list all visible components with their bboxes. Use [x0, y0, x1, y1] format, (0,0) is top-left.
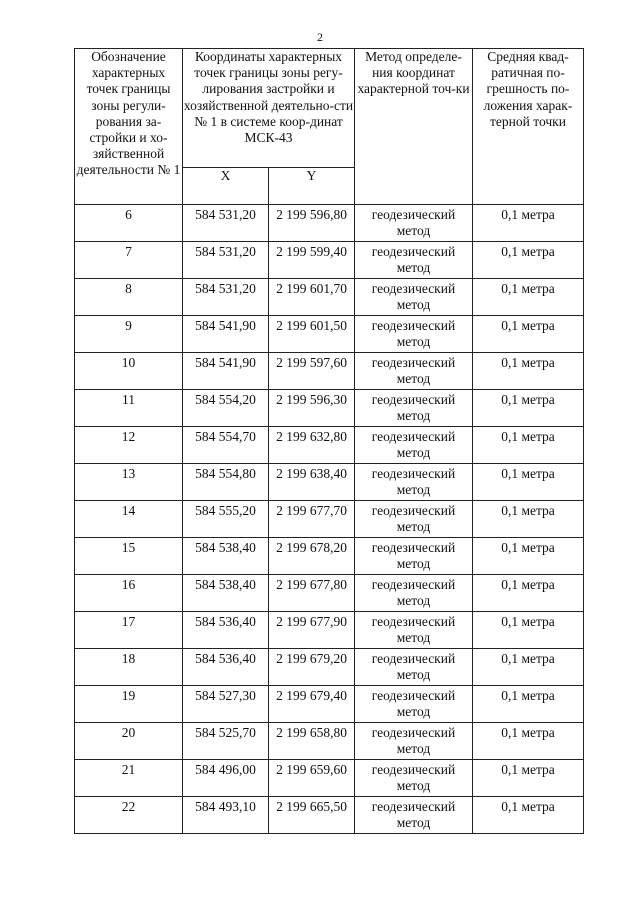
point-number-cell: 6 [75, 205, 183, 242]
error-cell: 0,1 метра [473, 760, 584, 797]
method-line-2: метод [396, 593, 431, 608]
method-line-2: метод [396, 482, 431, 497]
coord-x-cell: 584 525,70 [183, 723, 269, 760]
table-row [75, 316, 584, 353]
coord-x-cell: 584 555,20 [183, 501, 269, 538]
point-number-cell: 18 [75, 649, 183, 686]
table-header [75, 49, 584, 205]
table-row [75, 686, 584, 723]
point-number-cell: 7 [75, 242, 183, 279]
header-error: Средняя квад-ратичная по-грешность по-ложения харак-терной точки [473, 49, 584, 205]
coord-x-cell: 584 531,20 [183, 242, 269, 279]
coord-x-cell: 584 554,20 [183, 390, 269, 427]
coord-y-cell: 2 199 596,80 [269, 205, 355, 242]
method-line-2: метод [396, 815, 431, 830]
table-row [75, 797, 584, 834]
point-number-cell: 9 [75, 316, 183, 353]
method-line-1: геодезический [371, 688, 456, 703]
coord-y-cell: 2 199 677,70 [269, 501, 355, 538]
page-number: 2 [317, 30, 323, 44]
error-cell: 0,1 метра [473, 612, 584, 649]
error-cell: 0,1 метра [473, 242, 584, 279]
method-cell [355, 353, 473, 390]
header-point-designation: Обозначение характерных точек границы зоны регули-рования за-стройки и хо-зяйственной деятельности № 1 [75, 49, 183, 205]
point-number-cell: 12 [75, 427, 183, 464]
table-row [75, 205, 584, 242]
table-row [75, 464, 584, 501]
table-row [75, 723, 584, 760]
method-line-2: метод [396, 556, 431, 571]
coord-y-cell: 2 199 679,40 [269, 686, 355, 723]
point-number-cell: 19 [75, 686, 183, 723]
method-cell [355, 501, 473, 538]
coord-x-cell: 584 538,40 [183, 538, 269, 575]
table-row [75, 760, 584, 797]
coord-x-cell: 584 536,40 [183, 612, 269, 649]
method-line-1: геодезический [371, 614, 456, 629]
point-number-cell: 21 [75, 760, 183, 797]
method-line-1: геодезический [371, 355, 456, 370]
point-number-cell: 13 [75, 464, 183, 501]
method-cell [355, 575, 473, 612]
method-line-2: метод [396, 408, 431, 423]
method-cell [355, 612, 473, 649]
point-number-cell: 22 [75, 797, 183, 834]
coord-y-cell: 2 199 679,20 [269, 649, 355, 686]
error-cell: 0,1 метра [473, 649, 584, 686]
method-line-1: геодезический [371, 392, 456, 407]
method-line-1: геодезический [371, 540, 456, 555]
method-cell [355, 242, 473, 279]
error-cell: 0,1 метра [473, 205, 584, 242]
method-cell [355, 390, 473, 427]
error-cell: 0,1 метра [473, 316, 584, 353]
error-cell: 0,1 метра [473, 353, 584, 390]
method-line-1: геодезический [371, 281, 456, 296]
method-cell [355, 538, 473, 575]
method-cell [355, 723, 473, 760]
method-line-2: метод [396, 223, 431, 238]
method-line-1: геодезический [371, 466, 456, 481]
method-line-1: геодезический [371, 244, 456, 259]
error-cell: 0,1 метра [473, 427, 584, 464]
coord-y-cell: 2 199 601,50 [269, 316, 355, 353]
method-line-2: метод [396, 630, 431, 645]
method-line-1: геодезический [371, 799, 456, 814]
table-body [75, 205, 584, 834]
header-coordinates: Координаты характерных точек границы зоны регу-лирования застройки и хозяйственной деятельно-сти № 1 в системе коор-динат МСК-43 [183, 49, 355, 168]
method-cell [355, 686, 473, 723]
point-number-cell: 15 [75, 538, 183, 575]
method-line-1: геодезический [371, 207, 456, 222]
method-cell [355, 760, 473, 797]
method-cell [355, 316, 473, 353]
coord-x-cell: 584 536,40 [183, 649, 269, 686]
table-row [75, 501, 584, 538]
point-number-cell: 8 [75, 279, 183, 316]
coord-x-cell: 584 554,70 [183, 427, 269, 464]
method-line-1: геодезический [371, 577, 456, 592]
error-cell: 0,1 метра [473, 501, 584, 538]
error-cell: 0,1 метра [473, 464, 584, 501]
coord-y-cell: 2 199 599,40 [269, 242, 355, 279]
method-cell [355, 797, 473, 834]
method-line-1: геодезический [371, 429, 456, 444]
point-number-cell: 11 [75, 390, 183, 427]
coord-y-cell: 2 199 677,80 [269, 575, 355, 612]
point-number-cell: 16 [75, 575, 183, 612]
coord-x-cell: 584 541,90 [183, 353, 269, 390]
table-row [75, 279, 584, 316]
table-row [75, 242, 584, 279]
coord-y-cell: 2 199 638,40 [269, 464, 355, 501]
coord-x-cell: 584 554,80 [183, 464, 269, 501]
method-line-2: метод [396, 297, 431, 312]
table-row [75, 390, 584, 427]
coord-x-cell: 584 541,90 [183, 316, 269, 353]
method-cell [355, 427, 473, 464]
method-line-2: метод [396, 778, 431, 793]
coord-x-cell: 584 493,10 [183, 797, 269, 834]
method-line-2: метод [396, 519, 431, 534]
coord-y-cell: 2 199 601,70 [269, 279, 355, 316]
error-cell: 0,1 метра [473, 797, 584, 834]
method-line-2: метод [396, 371, 431, 386]
coord-x-cell: 584 496,00 [183, 760, 269, 797]
point-number-cell: 10 [75, 353, 183, 390]
coord-x-cell: 584 531,20 [183, 205, 269, 242]
coord-x-cell: 584 538,40 [183, 575, 269, 612]
table-row [75, 575, 584, 612]
error-cell: 0,1 метра [473, 723, 584, 760]
coordinates-table [74, 48, 584, 834]
method-line-2: метод [396, 667, 431, 682]
method-line-1: геодезический [371, 318, 456, 333]
table-row [75, 649, 584, 686]
header-y: Y [269, 168, 355, 205]
method-line-1: геодезический [371, 651, 456, 666]
method-line-1: геодезический [371, 503, 456, 518]
table-row [75, 353, 584, 390]
point-number-cell: 14 [75, 501, 183, 538]
coord-y-cell: 2 199 659,60 [269, 760, 355, 797]
method-line-2: метод [396, 445, 431, 460]
table-row [75, 427, 584, 464]
method-line-2: метод [396, 260, 431, 275]
coord-y-cell: 2 199 658,80 [269, 723, 355, 760]
coord-y-cell: 2 199 597,60 [269, 353, 355, 390]
method-line-2: метод [396, 334, 431, 349]
coord-x-cell: 584 527,30 [183, 686, 269, 723]
coord-y-cell: 2 199 677,90 [269, 612, 355, 649]
point-number-cell: 17 [75, 612, 183, 649]
header-method: Метод определе-ния координат характерной точ-ки [355, 49, 473, 205]
method-line-1: геодезический [371, 725, 456, 740]
error-cell: 0,1 метра [473, 390, 584, 427]
method-line-2: метод [396, 741, 431, 756]
method-cell [355, 205, 473, 242]
error-cell: 0,1 метра [473, 686, 584, 723]
method-line-2: метод [396, 704, 431, 719]
coord-y-cell: 2 199 678,20 [269, 538, 355, 575]
table-row [75, 538, 584, 575]
header-x: X [183, 168, 269, 205]
coord-y-cell: 2 199 596,30 [269, 390, 355, 427]
coord-y-cell: 2 199 665,50 [269, 797, 355, 834]
table-row [75, 612, 584, 649]
error-cell: 0,1 метра [473, 279, 584, 316]
coord-x-cell: 584 531,20 [183, 279, 269, 316]
error-cell: 0,1 метра [473, 538, 584, 575]
method-cell [355, 279, 473, 316]
method-cell [355, 464, 473, 501]
point-number-cell: 20 [75, 723, 183, 760]
method-line-1: геодезический [371, 762, 456, 777]
coord-y-cell: 2 199 632,80 [269, 427, 355, 464]
method-cell [355, 649, 473, 686]
error-cell: 0,1 метра [473, 575, 584, 612]
